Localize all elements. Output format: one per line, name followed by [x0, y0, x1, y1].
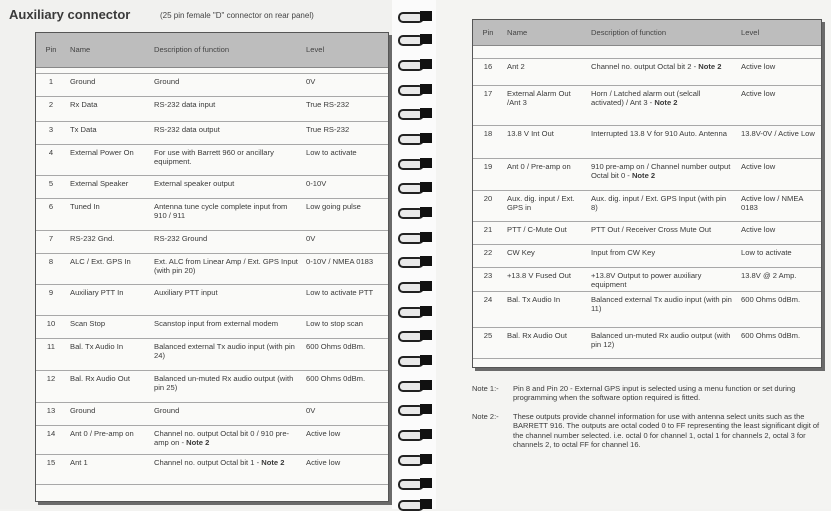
description-cell: Ground — [150, 73, 302, 96]
pin-cell: 22 — [473, 244, 503, 267]
level-cell: Active low — [737, 85, 821, 125]
table-row — [36, 315, 388, 338]
level-cell: Active low — [737, 58, 821, 85]
level-cell: 0V — [302, 73, 388, 96]
pin-table-right — [472, 19, 822, 368]
level-cell: Low to stop scan — [302, 315, 388, 338]
pin-cell: 4 — [36, 144, 66, 175]
binding-coil — [398, 498, 434, 510]
table-row — [473, 85, 821, 125]
level-cell: True RS-232 — [302, 96, 388, 121]
table-row — [473, 125, 821, 158]
notes-section — [472, 384, 824, 458]
name-cell: Ant 2 — [503, 58, 587, 85]
level-cell: Active low / NMEA 0183 — [737, 190, 821, 221]
table-row — [36, 370, 388, 402]
name-cell: 13.8 V Int Out — [503, 125, 587, 158]
pin-cell: 14 — [36, 425, 66, 454]
name-cell: Ant 0 / Pre-amp on — [503, 158, 587, 190]
table-row — [36, 425, 388, 454]
pin-cell: 10 — [36, 315, 66, 338]
name-cell: Bal. Rx Audio Out — [66, 370, 150, 402]
binding-coil — [398, 157, 434, 169]
table-row — [36, 338, 388, 370]
table-row — [473, 327, 821, 358]
description-cell: PTT Out / Receiver Cross Mute Out — [587, 221, 737, 244]
level-cell: 0V — [302, 402, 388, 425]
binding-coil — [398, 107, 434, 119]
name-cell: Tx Data — [66, 121, 150, 144]
name-cell: Ant 0 / Pre-amp on — [66, 425, 150, 454]
table-row — [36, 175, 388, 198]
binding-coil — [398, 33, 434, 45]
level-cell: 600 Ohms 0dBm. — [737, 327, 821, 358]
name-cell: Rx Data — [66, 96, 150, 121]
table-row — [36, 284, 388, 315]
table-row — [473, 244, 821, 267]
name-cell: Aux. dig. input / Ext. GPS in — [503, 190, 587, 221]
note-text: Pin 8 and Pin 20 - External GPS input is selected using a menu function or set during programming when the software option required is fitted. — [513, 384, 796, 403]
name-cell: PTT / C-Mute Out — [503, 221, 587, 244]
table-row — [36, 121, 388, 144]
column-header-description: Description of function — [150, 33, 302, 67]
table-row — [36, 144, 388, 175]
pin-cell: 17 — [473, 85, 503, 125]
description-cell: Balanced un-muted Rx audio output (with pin 12) — [587, 327, 737, 358]
note-text: These outputs provide channel information for use with antenna select units such as the BARRETT 916. The outputs are octal coded 0 to FF representing the least significant digit of the channel number selected. i.e. octal 0 for channel 1, octal 1 for channels 2, octal 3 for channels 2, to octal FF for channel 16. — [513, 411, 820, 449]
description-cell: Horn / Latched alarm out (selcall activated) / Ant 3 - Note 2 — [587, 85, 737, 125]
name-cell: Bal. Tx Audio In — [503, 291, 587, 327]
note-reference: Note 2 — [629, 170, 656, 180]
level-cell: Low to activate — [737, 244, 821, 267]
description-cell: Balanced external Tx audio input (with pin 24) — [150, 338, 302, 370]
name-cell: Bal. Rx Audio Out — [503, 327, 587, 358]
binding-coil — [398, 280, 434, 292]
table-row — [473, 158, 821, 190]
name-cell: External Power On — [66, 144, 150, 175]
level-cell: Low to activate PTT — [302, 284, 388, 315]
level-cell: Active low — [302, 454, 388, 484]
name-cell: CW Key — [503, 244, 587, 267]
binding-coil — [398, 58, 434, 70]
name-cell: Ground — [66, 73, 150, 96]
column-header-name: Name — [66, 33, 150, 67]
description-cell: Scanstop input from external modem — [150, 315, 302, 338]
description-cell: External speaker output — [150, 175, 302, 198]
pin-cell: 9 — [36, 284, 66, 315]
pin-cell: 16 — [473, 58, 503, 85]
level-cell: True RS-232 — [302, 121, 388, 144]
description-cell: Balanced external Tx audio input (with pin 11) — [587, 291, 737, 327]
description-cell: Balanced un-muted Rx audio output (with pin 25) — [150, 370, 302, 402]
pin-cell: 11 — [36, 338, 66, 370]
name-cell: RS-232 Gnd. — [66, 230, 150, 253]
table-row — [36, 454, 388, 484]
table-row — [36, 96, 388, 121]
binding-coil — [398, 305, 434, 317]
description-cell: RS-232 data input — [150, 96, 302, 121]
column-header-level: Level — [302, 33, 388, 67]
description-cell: Channel no. output Octal bit 2 - Note 2 — [587, 58, 737, 85]
pin-cell: 12 — [36, 370, 66, 402]
level-cell: Low to activate — [302, 144, 388, 175]
note-reference: Note 2 — [183, 437, 210, 447]
description-cell: Auxiliary PTT input — [150, 284, 302, 315]
table-row — [36, 402, 388, 425]
pin-cell: 7 — [36, 230, 66, 253]
binding-coil — [398, 83, 434, 95]
binding-coil — [398, 255, 434, 267]
description-cell: Interrupted 13.8 V for 910 Auto. Antenna — [587, 125, 737, 158]
binding-coil — [398, 403, 434, 415]
column-header-level: Level — [737, 20, 821, 45]
column-header-pin: Pin — [473, 20, 503, 45]
pin-cell: 5 — [36, 175, 66, 198]
table-row — [36, 230, 388, 253]
pin-cell: 23 — [473, 267, 503, 291]
column-header-description: Description of function — [587, 20, 737, 45]
binding-coil — [398, 453, 434, 465]
description-cell: Input from CW Key — [587, 244, 737, 267]
description-cell: RS-232 Ground — [150, 230, 302, 253]
pin-cell: 24 — [473, 291, 503, 327]
binding-coil — [398, 206, 434, 218]
level-cell: 0-10V — [302, 175, 388, 198]
level-cell: Active low — [737, 158, 821, 190]
note-1 — [472, 384, 824, 403]
pin-cell: 19 — [473, 158, 503, 190]
binding-coil — [398, 181, 434, 193]
page-subtitle: (25 pin female "D" connector on rear panel) — [160, 11, 314, 20]
level-cell: 600 Ohms 0dBm. — [737, 291, 821, 327]
level-cell: Active low — [737, 221, 821, 244]
description-cell: Ground — [150, 402, 302, 425]
description-cell: Channel no. output Octal bit 1 - Note 2 — [150, 454, 302, 484]
binding-coil — [398, 354, 434, 366]
table-row — [473, 267, 821, 291]
note-label: Note 1:- — [472, 384, 499, 393]
pin-cell: 21 — [473, 221, 503, 244]
pin-cell: 8 — [36, 253, 66, 284]
table-row — [36, 253, 388, 284]
name-cell: Ant 1 — [66, 454, 150, 484]
pin-cell: 13 — [36, 402, 66, 425]
description-cell: RS-232 data output — [150, 121, 302, 144]
pin-table-left — [35, 32, 389, 502]
note-label: Note 2:- — [472, 411, 499, 421]
level-cell: 600 Ohms 0dBm. — [302, 338, 388, 370]
name-cell: ALC / Ext. GPS In — [66, 253, 150, 284]
binding-coil — [398, 329, 434, 341]
description-cell: Channel no. output Octal bit 0 / 910 pre-amp on - Note 2 — [150, 425, 302, 454]
binding-coil — [398, 10, 434, 22]
pin-cell: 1 — [36, 73, 66, 96]
description-cell: +13.8V Output to power auxiliary equipment — [587, 267, 737, 291]
name-cell: Scan Stop — [66, 315, 150, 338]
pin-cell: 15 — [36, 454, 66, 484]
name-cell: +13.8 V Fused Out — [503, 267, 587, 291]
pin-cell: 2 — [36, 96, 66, 121]
pin-cell: 25 — [473, 327, 503, 358]
binding-coil — [398, 379, 434, 391]
name-cell: Tuned In — [66, 198, 150, 230]
level-cell: 0V — [302, 230, 388, 253]
binding-coil — [398, 231, 434, 243]
name-cell: External Speaker — [66, 175, 150, 198]
table-row — [473, 221, 821, 244]
name-cell: Auxiliary PTT In — [66, 284, 150, 315]
level-cell: 600 Ohms 0dBm. — [302, 370, 388, 402]
binding-coil — [398, 132, 434, 144]
name-cell: Bal. Tx Audio In — [66, 338, 150, 370]
description-cell: For use with Barrett 960 or ancillary equipment. — [150, 144, 302, 175]
column-header-pin: Pin — [36, 33, 66, 67]
description-cell: 910 pre-amp on / Channel number output Octal bit 0 - Note 2 — [587, 158, 737, 190]
note-reference: Note 2 — [652, 97, 678, 107]
pin-cell: 3 — [36, 121, 66, 144]
table-row — [473, 58, 821, 85]
level-cell: Active low — [302, 425, 388, 454]
level-cell: 13.8V-0V / Active Low — [737, 125, 821, 158]
description-cell: Aux. dig. input / Ext. GPS Input (with pin 8) — [587, 190, 737, 221]
pin-cell: 20 — [473, 190, 503, 221]
level-cell: Low going pulse — [302, 198, 388, 230]
binding-coil — [398, 477, 434, 489]
note-2 — [472, 412, 824, 450]
column-header-name: Name — [503, 20, 587, 45]
description-cell: Ext. ALC from Linear Amp / Ext. GPS Input (with pin 20) — [150, 253, 302, 284]
name-cell: Ground — [66, 402, 150, 425]
binding-coil — [398, 428, 434, 440]
table-row — [36, 73, 388, 96]
table-row — [473, 291, 821, 327]
description-cell: Antenna tune cycle complete input from 910 / 911 — [150, 198, 302, 230]
name-cell: External Alarm Out /Ant 3 — [503, 85, 587, 125]
page-title: Auxiliary connector — [9, 7, 131, 22]
pin-cell: 6 — [36, 198, 66, 230]
pin-cell: 18 — [473, 125, 503, 158]
level-cell: 13.8V @ 2 Amp. — [737, 267, 821, 291]
note-reference: Note 2 — [259, 457, 285, 467]
table-row — [473, 190, 821, 221]
note-reference: Note 2 — [696, 61, 722, 71]
level-cell: 0-10V / NMEA 0183 — [302, 253, 388, 284]
table-row — [36, 198, 388, 230]
